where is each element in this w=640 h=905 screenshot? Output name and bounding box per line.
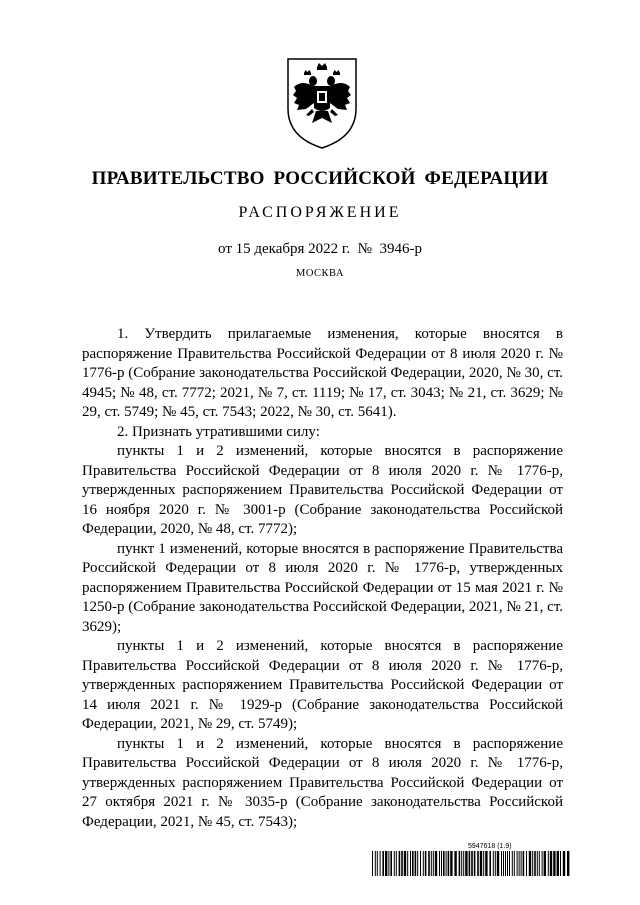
paragraph-5: пункты 1 и 2 изменений, которые вносятся в распоряжение Правительства Российской Федерации от 8 июля 2020 г. № 1776-р, утвержденных распоряжением Правительства Российской Федерации от 14 июля 2021 г. № 1929-р (Собрание законодательства Российской Федерации, 2021, № 29, ст. 5749); [82,638,563,732]
document-type: РАСПОРЯЖЕНИЕ [238,204,402,221]
paragraph-3: пункты 1 и 2 изменений, которые вносятся в распоряжение Правительства Российской Федерации от 8 июля 2020 г. № 1776-р, утвержденных распоряжением Правительства Российской Федерации от 16 ноября 2020 г. № 3001-р (Собрание законодательства Российской Федерации, 2020, № 48, ст. 7772); [82,443,563,537]
paragraph-6: пункты 1 и 2 изменений, которые вносятся в распоряжение Правительства Российской Федерации от 8 июля 2020 г. № 1776-р, утвержденных распоряжением Правительства Российской Федерации от 27 октября 2021 г. № 3035-р (Собрание законодательства Российской Федерации, 2021, № 45, ст. 7543); [82,735,563,830]
document-body [82,325,563,832]
paragraph-4: пункт 1 изменений, которые вносятся в распоряжение Правительства Российской Федерации от 8 июля 2020 г. № 1776-р, утвержденных распоряжением Правительства Российской Федерации от 15 мая 2021 г. № 1250-р (Собрание законодательства Российской Федерации, 2021, № 21, ст. 3629); [82,540,563,635]
document-date-number: от 15 декабря 2022 г. № 3946-р [218,241,422,257]
document-code: 5947618 (1.9) [468,843,512,850]
paragraph-1: 1. Утвердить прилагаемые изменения, которые вносятся в распоряжение Правительства Российской Федерации от 8 июля 2020 г. № 1776-р (Собрание законодательства Российской Федерации, 2020, № 30, ст. 4945; № 48, ст. 7772; 2021, № 7, ст. 1119; № 17, ст. 3043; № 21, ст. 3629; № 29, ст. 5749; № 45, ст. 7543; 2022, № 30, ст. 5641). [82,326,563,420]
russian-coat-of-arms-icon [284,57,360,150]
document-city: МОСКВА [296,268,344,279]
barcode-icon [372,851,570,876]
paragraph-2: 2. Признать утратившими силу: [117,423,320,440]
government-title: ПРАВИТЕЛЬСТВО РОССИЙСКОЙ ФЕДЕРАЦИИ [91,168,549,189]
